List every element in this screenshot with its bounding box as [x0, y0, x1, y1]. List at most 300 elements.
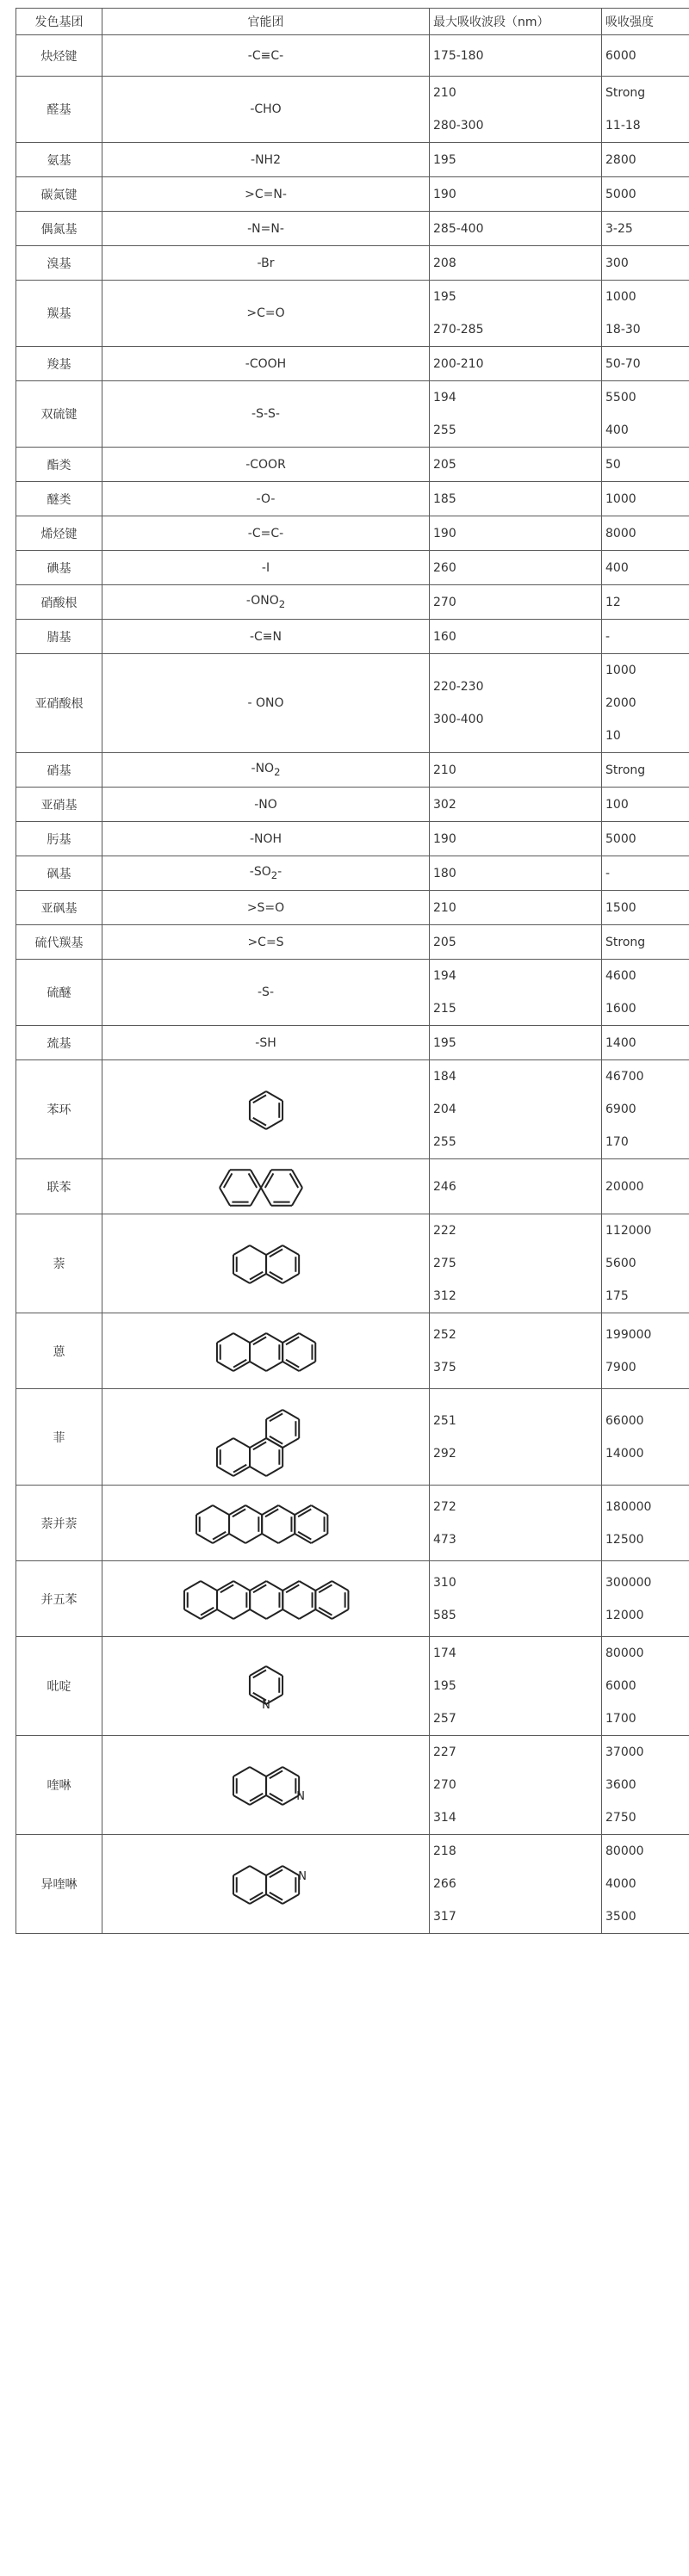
max-wavelength-cell	[430, 1214, 602, 1313]
max-wavelength-value: 292	[433, 1446, 456, 1461]
max-wavelength-value: 280-300	[433, 119, 484, 133]
absorption-intensity-cell	[602, 212, 689, 246]
bond-line	[270, 1893, 282, 1900]
functional-group-formula: -O-	[256, 491, 276, 506]
functional-group	[102, 856, 430, 891]
max-wavelength-value: 473	[433, 1532, 456, 1547]
bond-line	[270, 1413, 282, 1421]
bond-line	[220, 1188, 230, 1206]
functional-group	[102, 925, 430, 960]
max-wavelength-cell	[430, 448, 602, 482]
absorption-intensity-cell	[602, 960, 689, 1026]
bond-line	[233, 1274, 250, 1283]
bond-line	[217, 1438, 233, 1448]
bond-line	[299, 1362, 315, 1371]
absorption-intensity-cell	[602, 246, 689, 281]
max-wavelength-value: 270-285	[433, 323, 484, 337]
absorption-intensity-value: -	[605, 866, 611, 880]
max-wavelength-cell	[430, 246, 602, 281]
absorption-intensity-value: 400	[605, 560, 629, 575]
absorption-intensity-cell	[602, 1159, 689, 1214]
absorption-intensity-cell	[602, 281, 689, 347]
bond-line	[286, 1337, 299, 1344]
max-wavelength-cell	[430, 143, 602, 177]
max-wavelength-value: 314	[433, 1811, 456, 1825]
max-wavelength-cell	[430, 856, 602, 891]
table-row	[16, 482, 689, 516]
absorption-intensity-value: 400	[605, 423, 629, 437]
functional-group-formula: - ONO	[247, 696, 284, 710]
functional-group	[102, 822, 430, 856]
functional-group	[102, 347, 430, 381]
functional-group	[102, 1060, 430, 1159]
formula-suffix: -	[277, 865, 282, 880]
bond-line	[270, 1869, 282, 1877]
table-row	[16, 856, 689, 891]
absorption-intensity-value: 2800	[605, 152, 636, 167]
bond-line	[196, 1505, 213, 1515]
functional-group-formula: -NO	[251, 762, 275, 776]
max-wavelength-cell	[430, 1313, 602, 1389]
table-row	[16, 925, 689, 960]
max-wavelength-value: 272	[433, 1499, 456, 1514]
max-wavelength-cell	[430, 925, 602, 960]
functional-group	[102, 35, 430, 77]
absorption-intensity-value: 46700	[605, 1070, 644, 1084]
max-wavelength-value: 266	[433, 1877, 456, 1891]
table-row	[16, 1026, 689, 1060]
chromophore-name: 硫醚	[16, 960, 102, 1026]
functional-group	[102, 143, 430, 177]
bond-line	[262, 1534, 278, 1543]
max-wavelength-cell	[430, 281, 602, 347]
chromophore-name: 砜基	[16, 856, 102, 891]
max-wavelength-value: 194	[433, 391, 456, 405]
functional-group-formula: -C≡N	[249, 629, 282, 644]
absorption-intensity-value: 18-30	[605, 323, 641, 337]
functional-group	[102, 1389, 430, 1486]
max-wavelength-cell	[430, 177, 602, 212]
absorption-intensity-cell	[602, 551, 689, 585]
absorption-intensity-cell	[602, 1835, 689, 1934]
functional-group-formula: >C=O	[246, 306, 285, 320]
max-wavelength-cell	[430, 1389, 602, 1486]
chromophore-name: 羧基	[16, 347, 102, 381]
max-wavelength-value: 160	[433, 629, 456, 644]
functional-group-formula: -SO	[249, 865, 271, 880]
bond-line	[201, 1607, 214, 1615]
absorption-intensity-cell	[602, 177, 689, 212]
bond-line	[282, 1438, 299, 1448]
bond-line	[266, 1666, 282, 1676]
table-row	[16, 1736, 689, 1835]
absorption-intensity-cell	[602, 856, 689, 891]
max-wavelength-value: 175-180	[433, 48, 484, 63]
functional-group	[102, 1026, 430, 1060]
functional-group	[102, 891, 430, 925]
absorption-intensity-value: 12500	[605, 1532, 644, 1547]
absorption-intensity-cell	[602, 788, 689, 822]
absorption-intensity-value: 7900	[605, 1360, 636, 1374]
absorption-intensity-value: 12000	[605, 1608, 644, 1622]
header-absorption-intensity: 吸收强度	[602, 9, 689, 35]
bond-line	[250, 1794, 263, 1801]
bond-line	[299, 1581, 315, 1591]
absorption-intensity-cell	[602, 516, 689, 551]
functional-group-formula: -S-	[258, 985, 274, 999]
absorption-intensity-value: 3600	[605, 1778, 636, 1792]
bond-line	[266, 1362, 282, 1371]
bond-line	[224, 1173, 233, 1188]
chromophore-name: 溴基	[16, 246, 102, 281]
max-wavelength-value: 270	[433, 1778, 456, 1792]
max-wavelength-cell	[430, 212, 602, 246]
bond-line	[266, 1120, 282, 1129]
absorption-intensity-cell	[602, 925, 689, 960]
max-wavelength-cell	[430, 516, 602, 551]
chromophore-name: 亚硝基	[16, 788, 102, 822]
max-wavelength-cell	[430, 822, 602, 856]
chromophore-name: 硫代羰基	[16, 925, 102, 960]
chromophore-name: 苯环	[16, 1060, 102, 1159]
max-wavelength-value: 174	[433, 1646, 456, 1660]
functional-group	[102, 281, 430, 347]
bond-line	[217, 1467, 233, 1476]
table-row	[16, 35, 689, 77]
bond-line	[245, 1534, 262, 1543]
absorption-intensity-value: 6000	[605, 48, 636, 63]
absorption-intensity-cell	[602, 1389, 689, 1486]
absorption-intensity-value: 6000	[605, 1679, 636, 1693]
absorption-intensity-cell	[602, 143, 689, 177]
max-wavelength-cell	[430, 620, 602, 654]
absorption-intensity-cell	[602, 654, 689, 753]
chromophore-name: 碳氮键	[16, 177, 102, 212]
chromophore-name: 萘并萘	[16, 1486, 102, 1561]
bond-line	[253, 1118, 266, 1126]
max-wavelength-cell	[430, 551, 602, 585]
bond-line	[298, 1531, 311, 1539]
functional-group	[102, 212, 430, 246]
bond-line	[282, 1609, 299, 1619]
functional-group-formula: -COOR	[245, 457, 286, 472]
absorption-intensity-cell	[602, 35, 689, 77]
max-wavelength-cell	[430, 35, 602, 77]
bond-line	[250, 1866, 266, 1875]
max-wavelength-value: 227	[433, 1745, 456, 1759]
table-row	[16, 1637, 689, 1736]
absorption-intensity-value: 170	[605, 1135, 629, 1149]
bond-line	[249, 1173, 258, 1188]
chromophore-name: 烯烃键	[16, 516, 102, 551]
absorption-intensity-value: 2000	[605, 696, 636, 710]
max-wavelength-value: 317	[433, 1910, 456, 1924]
bond-line	[253, 1095, 266, 1103]
functional-group	[102, 1214, 430, 1313]
functional-group-formula: -Br	[257, 256, 275, 270]
max-wavelength-cell	[430, 1561, 602, 1637]
bond-line	[233, 1245, 250, 1255]
functional-group	[102, 585, 430, 620]
max-wavelength-value: 255	[433, 423, 456, 437]
bond-line	[266, 1333, 282, 1343]
max-wavelength-value: 222	[433, 1224, 456, 1238]
max-wavelength-value: 251	[433, 1413, 456, 1428]
header-functional-group: 官能团	[102, 9, 430, 35]
bond-line	[332, 1609, 348, 1619]
quinoline-structure	[102, 1748, 428, 1822]
max-wavelength-value: 194	[433, 969, 456, 983]
bond-line	[233, 1609, 250, 1619]
bond-line	[217, 1609, 233, 1619]
max-wavelength-value: 252	[433, 1327, 456, 1342]
bond-line	[233, 1464, 246, 1472]
bond-line	[213, 1531, 226, 1539]
max-wavelength-value: 195	[433, 290, 456, 304]
table-row	[16, 281, 689, 347]
bond-line	[233, 1795, 250, 1805]
max-wavelength-value: 218	[433, 1844, 456, 1858]
nitrogen-atom-label: N	[296, 1790, 306, 1803]
max-wavelength-cell	[430, 1486, 602, 1561]
functional-group	[102, 960, 430, 1026]
bond-line	[270, 1272, 282, 1280]
max-wavelength-value: 210	[433, 763, 456, 777]
absorption-intensity-value: 1700	[605, 1712, 636, 1726]
chromophore-name: 硝基	[16, 753, 102, 788]
absorption-intensity-value: 5000	[605, 187, 636, 201]
max-wavelength-value: 205	[433, 457, 456, 472]
absorption-intensity-value: 1000	[605, 664, 636, 677]
max-wavelength-value: 585	[433, 1608, 456, 1622]
absorption-intensity-value: 1400	[605, 1035, 636, 1050]
bond-line	[251, 1188, 261, 1206]
max-wavelength-cell	[430, 585, 602, 620]
bond-line	[233, 1767, 250, 1776]
table-row	[16, 654, 689, 753]
absorption-intensity-cell	[602, 1026, 689, 1060]
bond-line	[282, 1245, 299, 1255]
functional-group	[102, 1736, 430, 1835]
functional-group-formula: -N=N-	[247, 221, 284, 236]
max-wavelength-cell	[430, 381, 602, 448]
max-wavelength-cell	[430, 960, 602, 1026]
chromophore-name: 吡啶	[16, 1637, 102, 1736]
max-wavelength-value: 184	[433, 1070, 456, 1084]
max-wavelength-value: 312	[433, 1289, 456, 1303]
functional-group-formula: -NH2	[251, 152, 281, 167]
absorption-intensity-cell	[602, 381, 689, 448]
bond-line	[270, 1794, 282, 1801]
table-row	[16, 381, 689, 448]
bond-line	[292, 1188, 302, 1206]
phenanthrene-structure	[102, 1390, 428, 1485]
table-row	[16, 516, 689, 551]
absorption-intensity-value: 100	[605, 797, 629, 812]
bond-line	[282, 1894, 299, 1904]
functional-group	[102, 448, 430, 482]
bond-line	[184, 1609, 201, 1619]
functional-group	[102, 482, 430, 516]
table-row	[16, 448, 689, 482]
tetracene-structure	[102, 1486, 428, 1560]
chromophore-name: 菲	[16, 1389, 102, 1486]
bond-line	[261, 1188, 271, 1206]
bond-line	[217, 1362, 233, 1371]
table-row	[16, 1486, 689, 1561]
table-row	[16, 246, 689, 281]
functional-group-formula: -CHO	[250, 102, 282, 116]
table-row	[16, 620, 689, 654]
absorption-intensity-value: 300	[605, 256, 629, 270]
absorption-intensity-value: 14000	[605, 1446, 644, 1461]
table-row	[16, 753, 689, 788]
absorption-intensity-value: 50	[605, 457, 621, 472]
functional-group-formula: >C=S	[247, 935, 284, 949]
table-header-row	[16, 9, 689, 35]
max-wavelength-value: 270	[433, 595, 456, 609]
absorption-intensity-value: 1500	[605, 900, 636, 915]
table-row	[16, 891, 689, 925]
chromophore-name: 蒽	[16, 1313, 102, 1389]
max-wavelength-cell	[430, 1637, 602, 1736]
chromophore-name: 炔烃键	[16, 35, 102, 77]
bond-line	[311, 1505, 327, 1515]
absorption-intensity-cell	[602, 1313, 689, 1389]
bond-line	[250, 1467, 266, 1476]
functional-group	[102, 753, 430, 788]
functional-group-formula: >C=N-	[245, 187, 287, 201]
functional-group-formula: -S-S-	[251, 407, 280, 421]
table-row	[16, 585, 689, 620]
chromophore-name: 巯基	[16, 1026, 102, 1060]
functional-group	[102, 1313, 430, 1389]
absorption-intensity-cell	[602, 448, 689, 482]
bond-line	[286, 1585, 299, 1592]
nitrogen-atom-label: N	[298, 1870, 307, 1883]
max-wavelength-value: 210	[433, 86, 456, 100]
benzene-structure	[102, 1072, 428, 1146]
table-row	[16, 1561, 689, 1637]
max-wavelength-value: 246	[433, 1179, 456, 1194]
absorption-intensity-value: 37000	[605, 1745, 644, 1759]
table-row	[16, 788, 689, 822]
functional-group	[102, 620, 430, 654]
absorption-intensity-cell	[602, 482, 689, 516]
chromophore-name: 羰基	[16, 281, 102, 347]
chromophore-name: 联苯	[16, 1159, 102, 1214]
bond-line	[282, 1866, 299, 1875]
max-wavelength-cell	[430, 1026, 602, 1060]
max-wavelength-value: 190	[433, 831, 456, 846]
chromophore-name: 亚硝酸根	[16, 654, 102, 753]
bond-line	[250, 1893, 263, 1900]
bond-line	[233, 1509, 245, 1517]
bond-line	[253, 1585, 266, 1592]
chromophore-name: 酯类	[16, 448, 102, 482]
functional-group	[102, 1637, 430, 1736]
absorption-intensity-value: 12	[605, 595, 621, 609]
chromophore-name: 醛基	[16, 77, 102, 143]
header-chromophore: 发色基团	[16, 9, 102, 35]
bond-line	[290, 1173, 299, 1188]
table-row	[16, 177, 689, 212]
bond-line	[270, 1436, 282, 1443]
bond-line	[213, 1505, 229, 1515]
bond-line	[253, 1337, 266, 1344]
absorption-intensity-value: 1600	[605, 1002, 636, 1016]
bond-line	[278, 1534, 295, 1543]
functional-group	[102, 1561, 430, 1637]
chromophore-name: 萘	[16, 1214, 102, 1313]
functional-group	[102, 1835, 430, 1934]
max-wavelength-cell	[430, 788, 602, 822]
bond-line	[282, 1767, 299, 1776]
absorption-intensity-value: 112000	[605, 1224, 652, 1238]
bond-line	[217, 1333, 233, 1343]
anthracene-structure	[102, 1314, 428, 1388]
bond-line	[245, 1505, 262, 1515]
max-wavelength-value: 208	[433, 256, 456, 270]
table-row	[16, 551, 689, 585]
naphthalene-structure	[102, 1226, 428, 1300]
header-max-wavelength: 最大吸收波段（nm）	[430, 9, 602, 35]
table-row	[16, 347, 689, 381]
bond-line	[229, 1534, 245, 1543]
table-row	[16, 143, 689, 177]
absorption-intensity-cell	[602, 1561, 689, 1637]
max-wavelength-value: 275	[433, 1257, 456, 1270]
bond-line	[278, 1505, 295, 1515]
bond-line	[250, 1245, 266, 1255]
biphenyl-structure	[102, 1160, 428, 1214]
max-wavelength-value: 195	[433, 152, 456, 167]
bond-line	[250, 1767, 266, 1776]
absorption-intensity-cell	[602, 1736, 689, 1835]
max-wavelength-value: 180	[433, 866, 456, 880]
table-row	[16, 1313, 689, 1389]
bond-line	[250, 1362, 266, 1371]
functional-group-formula: -C=C-	[247, 526, 284, 541]
absorption-intensity-value: 8000	[605, 526, 636, 541]
max-wavelength-value: 220-230	[433, 680, 484, 694]
absorption-intensity-cell	[602, 620, 689, 654]
bond-line	[319, 1585, 332, 1592]
table-row	[16, 1060, 689, 1159]
max-wavelength-value: 300-400	[433, 713, 484, 726]
max-wavelength-value: 210	[433, 900, 456, 915]
functional-group	[102, 654, 430, 753]
absorption-intensity-value: 4600	[605, 969, 636, 983]
functional-group-formula: -ONO	[245, 594, 279, 608]
absorption-intensity-cell	[602, 1214, 689, 1313]
chromophore-name: 喹啉	[16, 1736, 102, 1835]
max-wavelength-value: 200-210	[433, 356, 484, 371]
max-wavelength-value: 310	[433, 1575, 456, 1590]
absorption-intensity-cell	[602, 1637, 689, 1736]
chromophore-name: 并五苯	[16, 1561, 102, 1637]
functional-group-formula: -NO	[254, 797, 277, 812]
absorption-intensity-value: 3-25	[605, 221, 633, 236]
max-wavelength-value: 375	[433, 1360, 456, 1374]
chromophore-name: 亚砜基	[16, 891, 102, 925]
bond-line	[286, 1359, 299, 1367]
max-wavelength-value: 195	[433, 1035, 456, 1050]
bond-line	[299, 1609, 315, 1619]
max-wavelength-value: 285-400	[433, 221, 484, 236]
absorption-intensity-value: 1000	[605, 290, 636, 304]
max-wavelength-value: 302	[433, 797, 456, 812]
